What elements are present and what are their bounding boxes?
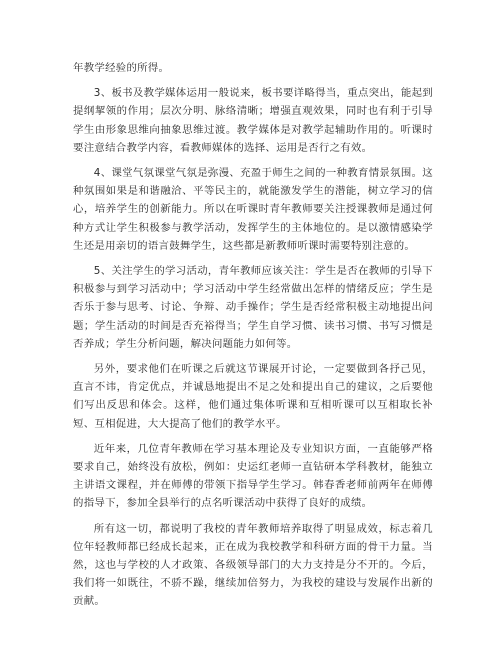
document-page — [73, 59, 433, 611]
paragraph-gap — [73, 353, 433, 360]
paragraph-gap — [73, 157, 433, 164]
paragraph-student-activity: 5、关注学生的学习活动，青年教师应该关注：学生是否在教师的引导下积极参与到学习活动中；学习活动中学生经常做出怎样的情绪反应；学生是否乐于参与思考、讨论、争辩、动手操作；学生是否经常积极主动地提出问题；学生活动的时间是否充裕得当；学生自学习惯、读书习惯、书写习惯是否养成；学生分析问题，解决问题能力如何等。 — [73, 265, 433, 350]
paragraph-classroom-atmosphere: 4、课堂气氛课堂气氛是弥漫、充盈于师生之间的一种教育情景氛围。这种氛围如果是和谐融洽、平等民主的，就能激发学生的潜能，树立学习的信心，培养学生的创新能力。所以在听课时青年教师要关注授课教师是通过何种方式让学生积极参与教学活动，发挥学生的主体地位的。是以激情感染学生还是用亲切的语言鼓舞学生，这些都是新教师听课时需要特别注意的。 — [73, 167, 433, 252]
paragraph-conclusion: 所有这一切，都说明了我校的青年教师培养取得了明显成效，标志着几位年轻教师都已经成长起来，正在成为我校教学和科研方面的骨干力量。当然，这也与学校的人才政策、各级领导部门的大力支持是分不开的。今后，我们将一如既往，不骄不躁，继续加倍努力，为我校的建设与发展作出新的贡献。 — [73, 522, 433, 608]
paragraph-gap — [73, 255, 433, 262]
paragraph-gap — [73, 77, 433, 84]
paragraph-continuation: 年教学经验的所得。 — [73, 62, 170, 74]
paragraph-discussion: 另外，要求他们在听课之后就这节课展开讨论，一定要做到各抒己见，直言不讳，肯定优点，并诚恳地提出不足之处和提出自己的建议，之后要他们写出反思和体会。这样，他们通过集体听课和互相听课可以互相取长补短、互相促进，大大提高了他们的教学水平。 — [73, 363, 433, 430]
paragraph-blackboard-media: 3、板书及教学媒体运用一般说来，板书要详略得当，重点突出，能起到提纲挈领的作用；层次分明、脉络清晰；增强直观效果，同时也有利于引导学生由形象思维向抽象思维过渡。教学媒体是对教学起辅助作用的。听课时要注意结合教学内容，看教师媒体的选择、运用是否行之有效。 — [73, 87, 433, 154]
paragraph-gap — [73, 513, 433, 520]
paragraph-gap — [73, 433, 433, 440]
paragraph-recent-years: 近年来，几位青年教师在学习基本理论及专业知识方面，一直能够严格要求自己，始终没有放松，例如：史运红老师一直钻研本学科教材，能独立主讲语文课程，并在师傅的带领下指导学生学习。韩春香老师前两年在师傅的指导下，参加全县举行的点名听课活动中获得了良好的成绩。 — [73, 442, 433, 510]
